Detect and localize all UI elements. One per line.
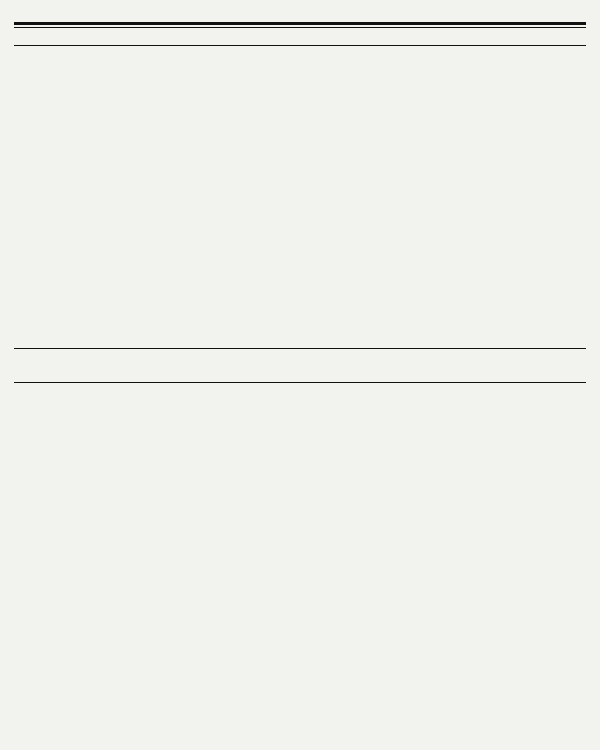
divider-thick xyxy=(14,22,586,25)
bar-series xyxy=(14,56,586,348)
divider-after-header xyxy=(14,45,586,46)
masthead-title xyxy=(14,0,586,16)
chart-area xyxy=(14,56,586,376)
header-bar xyxy=(14,28,586,39)
chart-axis xyxy=(14,348,586,349)
divider-after-chart xyxy=(14,382,586,383)
